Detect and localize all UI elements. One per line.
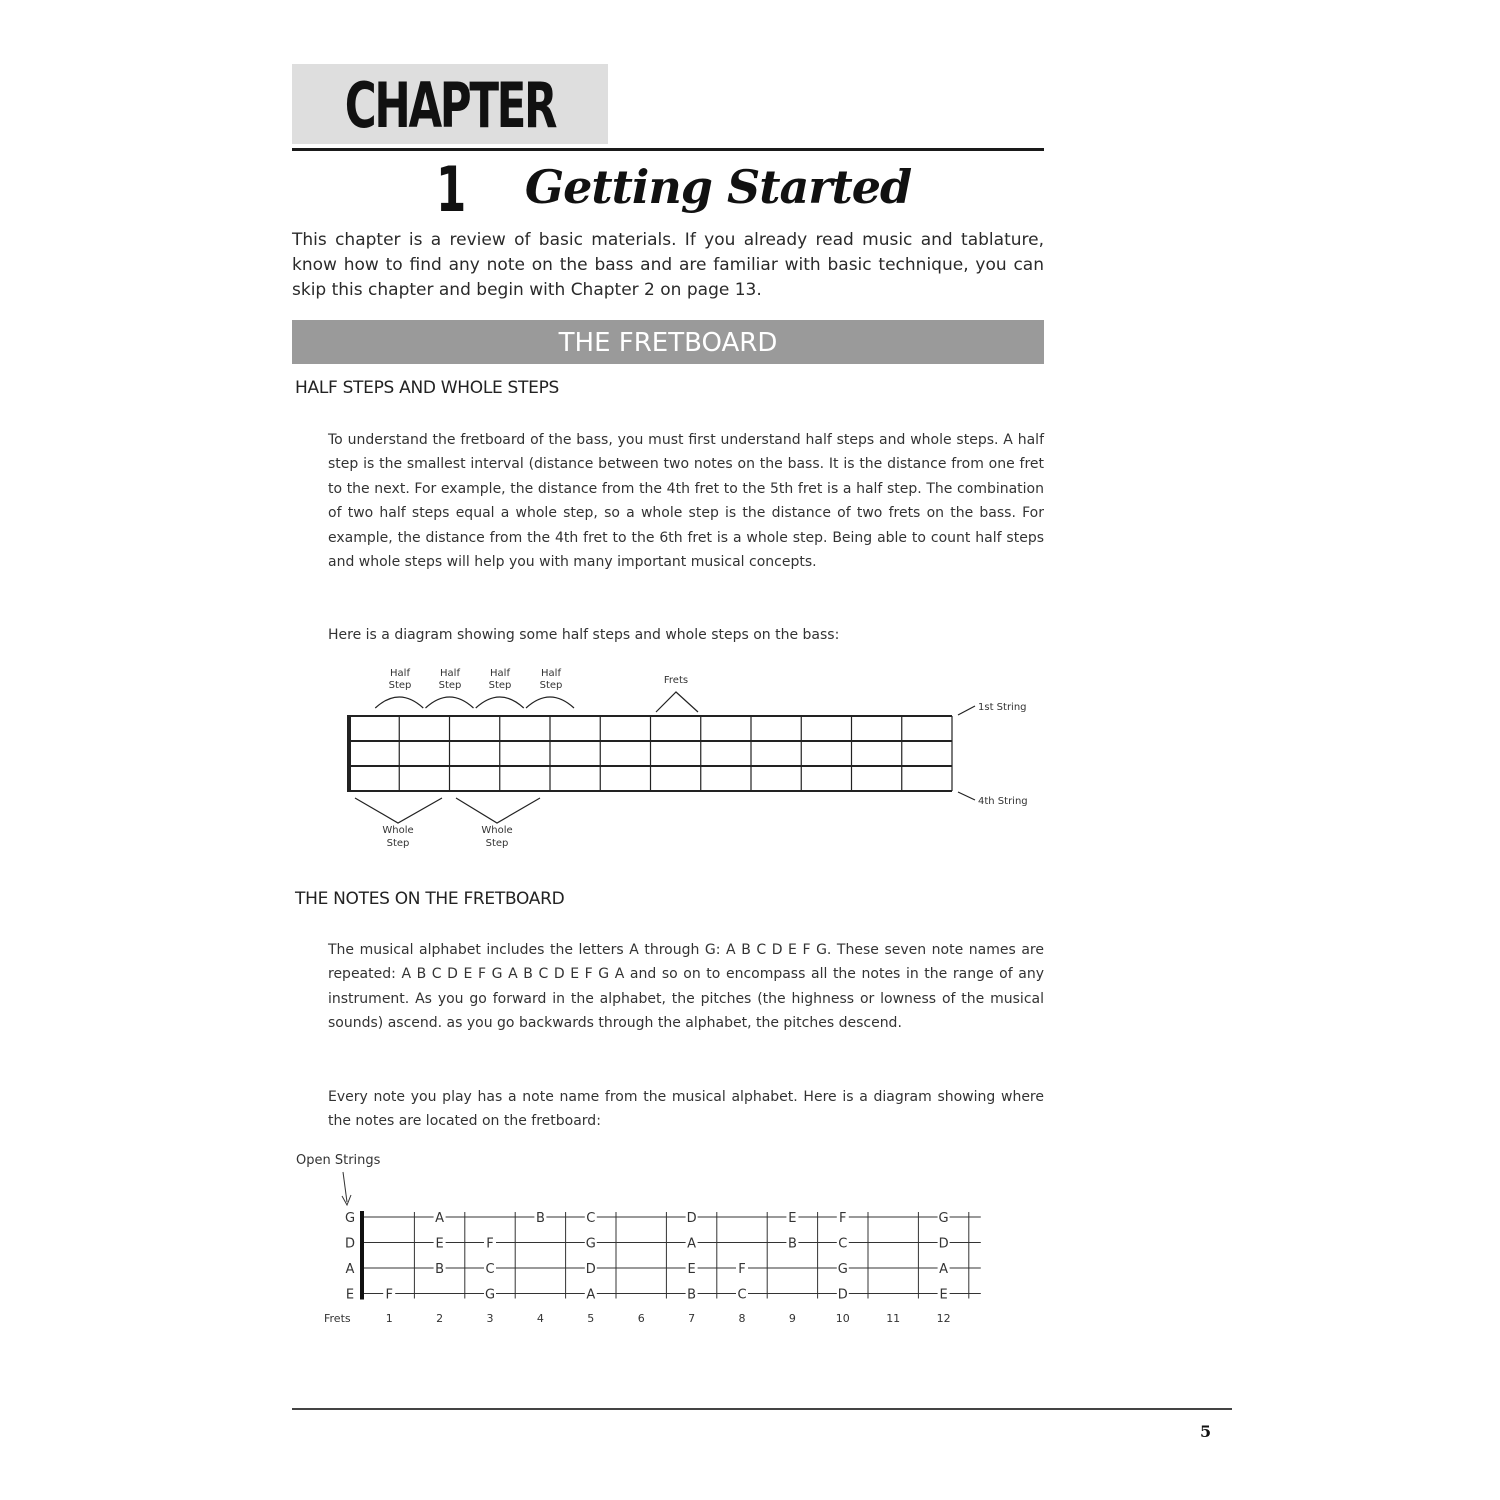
whole-step-label-1b: Step [386,838,410,849]
first-string-pointer [958,706,975,715]
fourth-string-pointer [958,792,975,800]
note-label: C [737,1287,747,1303]
note-label: E [435,1236,444,1252]
half-steps-heading: HALF STEPS AND WHOLE STEPS [295,378,560,398]
note-label: B [687,1287,697,1303]
note-label: D [938,1236,949,1252]
note-label: D [837,1287,848,1303]
note-label: G [938,1211,949,1226]
half-step-arc [526,697,574,708]
note-label: G [837,1262,848,1277]
whole-step-bracket [456,798,540,823]
note-label: B [535,1211,545,1226]
footer-rule [292,1408,1232,1410]
whole-step-label-1a: Whole [382,825,414,836]
string-name: E [345,1287,355,1303]
musical-alphabet-paragraph: The musical alphabet includes the letters A through G: A B C D E F G. These seven note names are repeated: A B C D E F G A B C D E F G A and so on to encompass all the notes in the range of any instrument. As you go forward in the alphabet, the pitches (the highness or lowness of the musical sounds) ascend. as you go backwards through the alphabet, the pitches descend. [328,942,1044,1032]
section-title: THE FRETBOARD [558,328,778,358]
fret-number: 9 [788,1312,796,1325]
note-label: C [586,1211,596,1226]
note-label: A [435,1211,445,1226]
half-step-label-1b: Step [388,680,412,691]
half-step-label-2a: Half [440,668,460,679]
note-label: A [586,1287,596,1303]
note-label: E [788,1211,797,1226]
first-string-label: 1st String [978,702,1027,713]
note-label: G [585,1236,596,1252]
frets-axis-label: Frets [324,1312,351,1325]
whole-step-label-2b: Step [485,838,509,849]
chapter-title: CHAPTER 1 [344,69,556,226]
note-label: F [486,1236,494,1252]
half-steps-paragraph: To understand the fretboard of the bass, you must first understand half steps and whole steps. A half step is the smallest interval (distance between two notes on the bass. It is the distance from one fret to the next. For example, the distance from the 4th fret to the 5th fret is a half step. The combination of two half steps equal a whole step, so a whole step is the distance of two frets on the bass. For example, the distance from the 4th fret to the 6th fret is a whole step. Being able to count half steps and whole steps will help you with many important musical concepts. [328,432,1044,571]
fret-number: 5 [587,1312,595,1325]
note-label: E [939,1287,948,1303]
notes-heading: THE NOTES ON THE FRETBOARD [295,889,565,909]
half-step-arc [375,697,423,708]
note-label: D [585,1262,596,1277]
half-step-label-3b: Step [488,680,512,691]
half-step-label-2b: Step [438,680,462,691]
fourth-string-label: 4th String [978,796,1028,807]
note-label: C [838,1236,848,1252]
half-step-label-4b: Step [539,680,563,691]
frets-pointer [656,692,698,712]
note-label: C [485,1262,495,1277]
note-label: F [385,1287,393,1303]
note-label: E [687,1262,696,1277]
note-label: F [839,1211,847,1226]
fret-number: 11 [886,1312,901,1325]
fret-number: 12 [936,1312,951,1325]
note-label: G [484,1287,496,1303]
chapter-subtitle: Getting Started [524,160,912,214]
whole-step-label-2a: Whole [481,825,513,836]
half-step-label-3a: Half [490,668,510,679]
note-label: A [939,1262,949,1277]
fret-number: 7 [688,1312,696,1325]
note-label: B [787,1236,797,1252]
diagram-intro-text: Here is a diagram showing some half steps and whole steps on the bass: [328,627,840,643]
open-strings-label: Open Strings [296,1153,381,1168]
fret-number: 10 [835,1312,850,1325]
note-names-paragraph: Every note you play has a note name from the musical alphabet. Here is a diagram showing where the notes are located on the fretboard: [328,1089,1044,1130]
half-step-arc [476,697,524,708]
note-label: B [435,1262,445,1277]
fret-number: 6 [637,1312,645,1325]
string-name: A [345,1262,355,1277]
fret-number: 4 [536,1312,544,1325]
whole-step-bracket [355,798,442,823]
intro-paragraph: This chapter is a review of basic materials. If you already read music and tablature, know how to find any note on the bass and are familiar with basic technique, you can skip this chapter and begin with Chapter 2 on page 13. [292,230,1044,300]
fret-number: 2 [436,1312,444,1325]
fret-number: 3 [486,1312,494,1325]
fret-number: 8 [738,1312,746,1325]
note-label: F [738,1262,746,1277]
note-label: D [686,1211,697,1226]
frets-label: Frets [663,675,689,686]
fret-number: 1 [385,1312,393,1325]
half-step-label-1a: Half [390,668,410,679]
note-label: A [687,1236,697,1252]
string-name: G [344,1211,356,1226]
string-name: D [344,1236,356,1252]
half-step-arc [426,697,474,708]
open-strings-arrow [343,1172,347,1202]
half-step-label-4a: Half [541,668,561,679]
page-number: 5 [1200,1422,1212,1441]
